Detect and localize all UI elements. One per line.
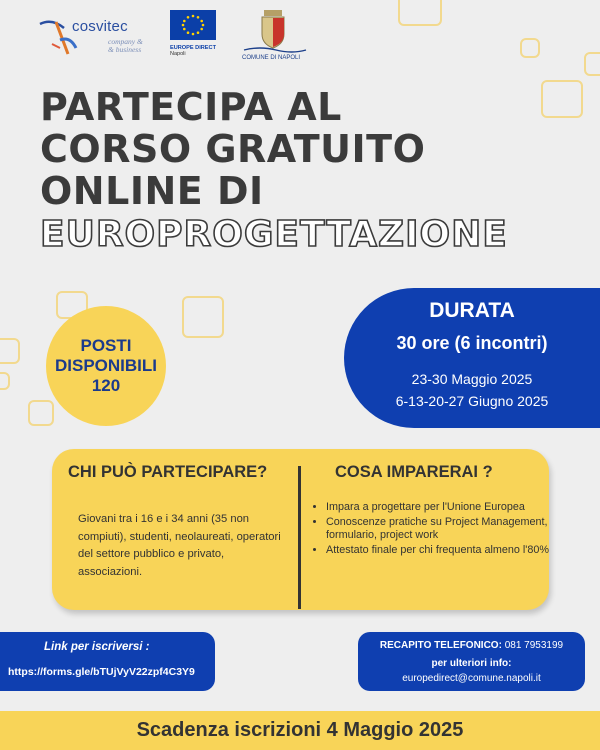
eu-city: Napoli <box>170 51 186 57</box>
phone-number[interactable]: 081 7953199 <box>504 640 564 651</box>
registration-link-box <box>0 632 215 691</box>
decorative-square <box>182 296 224 338</box>
list-item: • Attestato finale per chi frequenta almeno l'80% <box>326 544 554 556</box>
list-item: • Conoscenze pratiche su Project Management, formulario, project work <box>326 516 554 541</box>
cosa-imparerai-title: COSA IMPARERAI ? <box>335 463 493 481</box>
cosvitec-name: cosvitec <box>72 18 128 35</box>
decorative-square <box>520 38 540 58</box>
headline-line-2: CORSO GRATUITO <box>40 127 426 171</box>
durata-hours: 30 ore (6 incontri) <box>396 333 548 353</box>
registration-link-label: Link per iscriversi : <box>44 641 150 653</box>
napoli-crest-icon <box>240 8 310 54</box>
cosvitec-logo <box>38 14 158 60</box>
phone-label: RECAPITO TELEFONICO: <box>379 640 502 651</box>
cosvitec-tagline <box>108 38 143 54</box>
decorative-square <box>541 80 583 118</box>
decorative-square <box>28 400 54 426</box>
headline <box>40 86 508 256</box>
posti-label-2: DISPONIBILI <box>54 356 157 375</box>
eu-flag-icon <box>170 10 216 40</box>
info-label: per ulteriori info: <box>431 658 512 669</box>
list-item: • Impara a progettare per l'Unione Europea <box>326 501 554 513</box>
contact-email[interactable]: europedirect@comune.napoli.it <box>402 673 541 684</box>
decorative-square <box>0 372 10 390</box>
chi-puo-partecipare-title: CHI PUÒ PARTECIPARE? <box>68 463 268 481</box>
headline-line-4: EUROPROGETTAZIONE <box>40 214 508 255</box>
contact-box <box>358 632 585 691</box>
headline-line-1: PARTECIPA AL <box>40 85 342 129</box>
decorative-square <box>584 52 600 76</box>
decorative-square <box>398 0 442 26</box>
phone-line <box>358 640 585 651</box>
headline-line-3: ONLINE DI <box>40 169 264 213</box>
info-card <box>52 449 549 610</box>
registration-link[interactable]: https://forms.gle/bTUjVyV22zpf4C3Y9 <box>8 666 195 678</box>
posti-label-1: POSTI <box>80 336 132 355</box>
cosvitec-tagline-1: company & <box>108 37 143 46</box>
eu-caption: EUROPE DIRECT <box>170 45 216 51</box>
posti-disponibili-badge <box>46 306 166 426</box>
durata-dates-may: 23-30 Maggio 2025 <box>411 371 533 387</box>
deadline-bar <box>0 711 600 750</box>
durata-title: DURATA <box>429 299 515 322</box>
deadline-text: Scadenza iscrizioni 4 Maggio 2025 <box>136 719 464 741</box>
cosvitec-tagline-2: & business <box>108 45 142 54</box>
europe-direct-logo <box>170 10 230 66</box>
durata-panel <box>344 288 600 428</box>
cosa-imparerai-list <box>314 501 554 559</box>
comune-napoli-logo <box>240 8 310 66</box>
napoli-caption: COMUNE DI NAPOLI <box>242 55 301 61</box>
chi-puo-partecipare-text: Giovani tra i 16 e i 34 anni (35 non compiuti), studenti, neolaureati, operatori del settore pubblico e privato, associazioni. <box>78 513 281 578</box>
durata-dates-june: 6-13-20-27 Giugno 2025 <box>395 393 549 409</box>
card-divider <box>298 466 301 609</box>
decorative-square <box>0 338 20 364</box>
posti-count: 120 <box>91 376 121 395</box>
